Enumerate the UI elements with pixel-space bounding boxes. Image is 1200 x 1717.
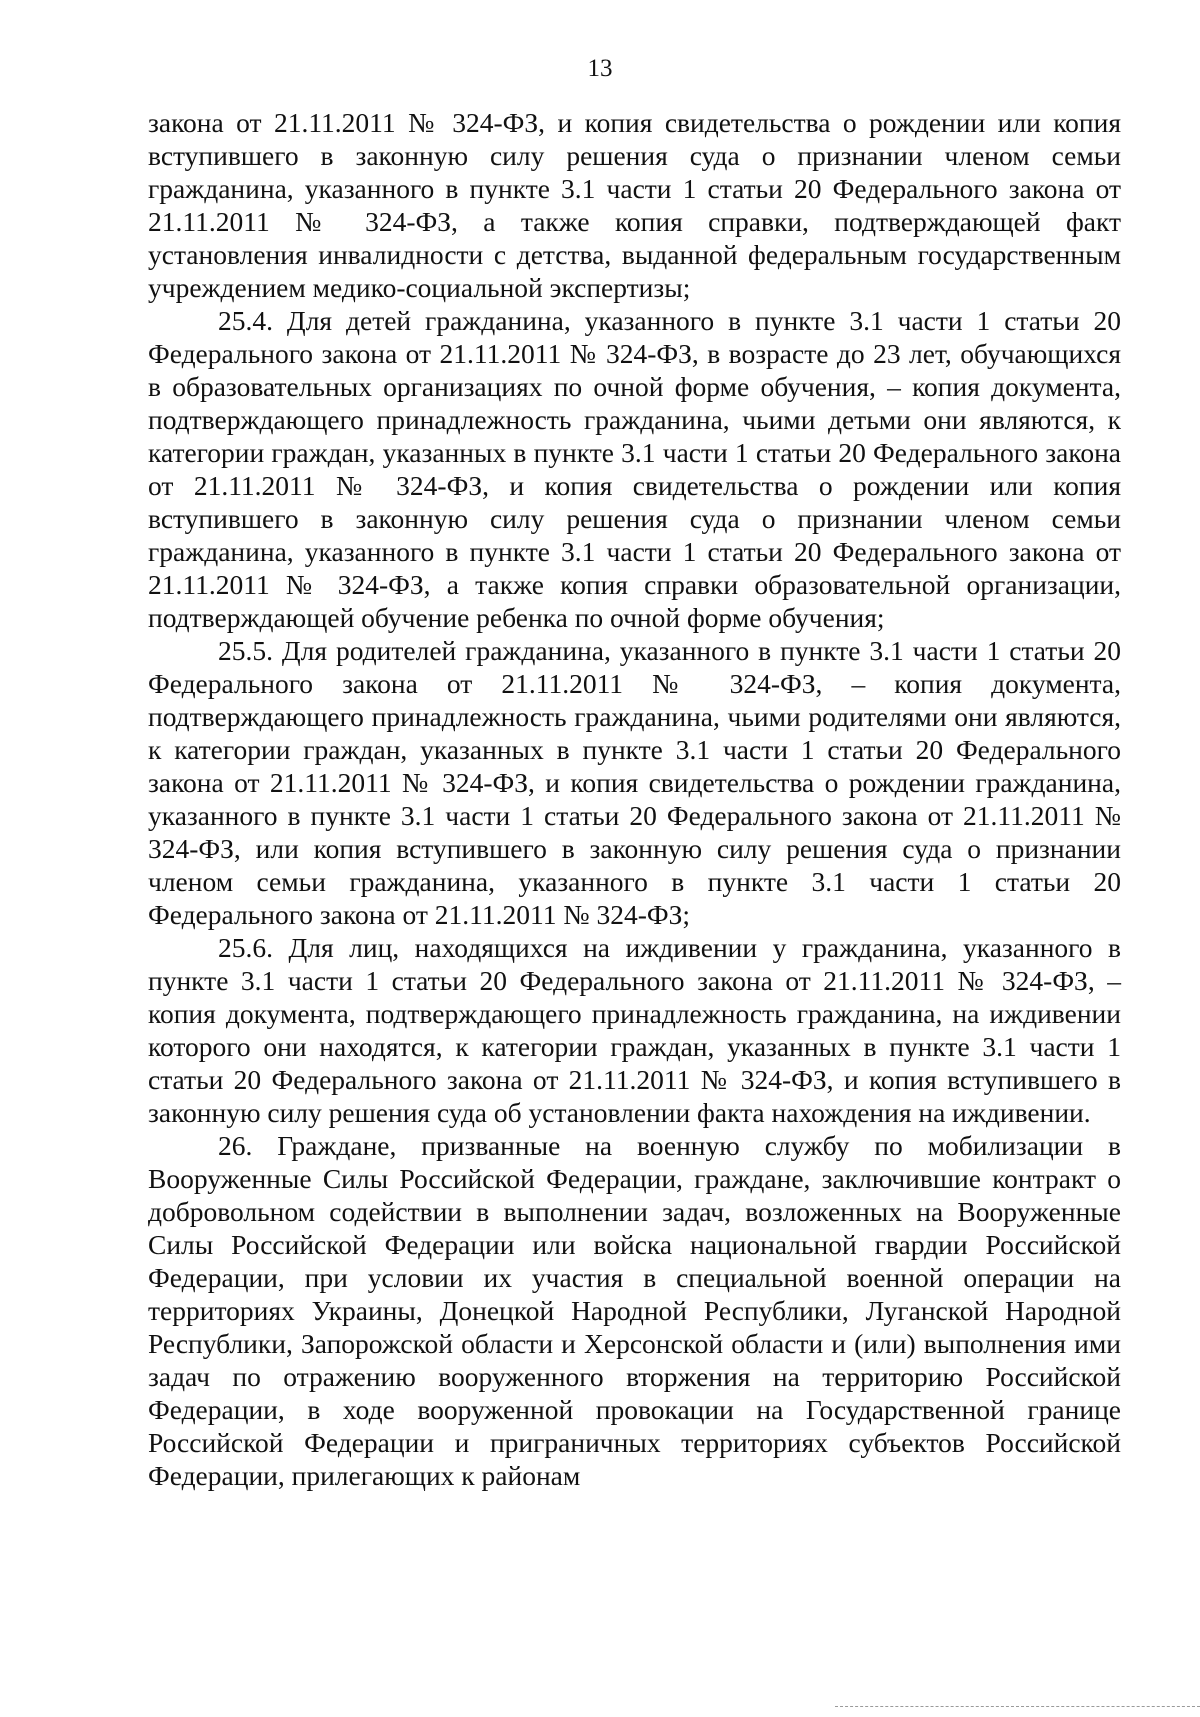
scan-edge-line [835,1706,1200,1707]
document-body [148,106,1121,1492]
paragraph-26: 26. Граждане, призванные на военную службу по мобилизации в Вооруженные Силы Российской Федерации, граждане, заключившие контракт о добровольном содействии в выполнении задач, возложенных на Вооруженные Силы Российской Федерации или войска национальной гвардии Российской Федерации, при условии их участия в специальной военной операции на территориях Украины, Донецкой Народной Республики, Луганской Народной Республики, Запорожской области и Херсонской области и (или) выполнения ими задач по отражению вооруженного вторжения на территорию Российской Федерации, в ходе вооруженной провокации на Государственной границе Российской Федерации и приграничных территориях субъектов Российской Федерации, прилегающих к районам [148,1130,1121,1491]
paragraph-25-5: 25.5. Для родителей гражданина, указанного в пункте 3.1 части 1 статьи 20 Федерального закона от 21.11.2011 № 324-ФЗ, – копия документа, подтверждающего принадлежность гражданина, чьими родителями они являются, к категории граждан, указанных в пункте 3.1 части 1 статьи 20 Федерального закона от 21.11.2011 № 324-ФЗ, и копия свидетельства о рождении гражданина, указанного в пункте 3.1 части 1 статьи 20 Федерального закона от 21.11.2011 № 324-ФЗ, или копия вступившего в законную силу решения суда о признании членом семьи гражданина, указанного в пункте 3.1 части 1 статьи 20 Федерального закона от 21.11.2011 № 324-ФЗ; [148,635,1121,930]
paragraph-25-4: 25.4. Для детей гражданина, указанного в пункте 3.1 части 1 статьи 20 Федерального закона от 21.11.2011 № 324-ФЗ, в возрасте до 23 лет, обучающихся в образовательных организациях по очной форме обучения, – копия документа, подтверждающего принадлежность гражданина, чьими детьми они являются, к категории граждан, указанных в пункте 3.1 части 1 статьи 20 Федерального закона от 21.11.2011 № 324-ФЗ, и копия свидетельства о рождении или копия вступившего в законную силу решения суда о признании членом семьи гражданина, указанного в пункте 3.1 части 1 статьи 20 Федерального закона от 21.11.2011 № 324-ФЗ, а также копия справки образовательной организации, подтверждающей обучение ребенка по очной форме обучения; [148,305,1121,633]
page-number: 13 [587,55,613,82]
paragraph-25-6: 25.6. Для лиц, находящихся на иждивении у гражданина, указанного в пункте 3.1 части 1 статьи 20 Федерального закона от 21.11.2011 № 324-ФЗ, – копия документа, подтверждающего принадлежность гражданина, на иждивении которого они находятся, к категории граждан, указанных в пункте 3.1 части 1 статьи 20 Федерального закона от 21.11.2011 № 324-ФЗ, и копия вступившего в законную силу решения суда об установлении факта нахождения на иждивении. [148,932,1121,1128]
paragraph-continuation: закона от 21.11.2011 № 324-ФЗ, и копия свидетельства о рождении или копия вступившего в законную силу решения суда о признании членом семьи гражданина, указанного в пункте 3.1 части 1 статьи 20 Федерального закона от 21.11.2011 № 324-ФЗ, а также копия справки, подтверждающей факт установления инвалидности с детства, выданной федеральным государственным учреждением медико-социальной экспертизы; [148,107,1121,303]
